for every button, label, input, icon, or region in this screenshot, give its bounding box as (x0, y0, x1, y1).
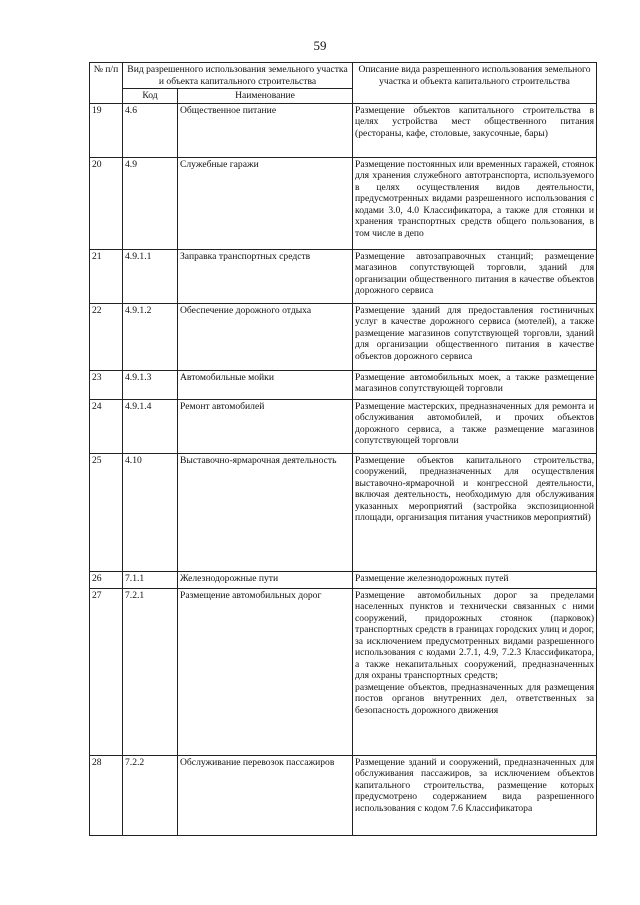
page-number: 59 (313, 38, 327, 53)
row-description (353, 249, 597, 303)
row-code: 4.9.1.2 (123, 303, 178, 370)
row-description (353, 588, 597, 755)
row-code: 4.9.1.3 (123, 370, 178, 399)
row-name: Общественное питание (178, 103, 353, 157)
table-row (90, 571, 597, 588)
description-paragraph: Размещение автомобильных дорог за пределами населенных пунктов и технически связанных с ними сооружений, придорожных стоянок (парковок) транспортных средств в границах городских улиц и дорог, за исключением предусмотренных видами разрешенного использования с кодами 2.7.1, 4.9, 7.2.3 Классификатора, а также некапитальных сооружений, предназначенных для охраны транспортных средств; (355, 589, 595, 681)
row-description (353, 370, 597, 399)
row-code: 4.10 (123, 453, 178, 571)
row-description (353, 103, 597, 157)
row-number: 24 (90, 399, 123, 453)
description-paragraph: Размещение мастерских, предназначенных для ремонта и обслуживания автомобилей, и прочих объектов дорожного сервиса, а также размещение магазинов сопутствующей торговли (355, 400, 595, 446)
row-number: 28 (90, 755, 123, 835)
row-name: Ремонт автомобилей (178, 399, 353, 453)
row-code: 7.2.1 (123, 588, 178, 755)
row-number: 23 (90, 370, 123, 399)
table-body (90, 103, 597, 835)
row-name: Обслуживание перевозок пассажиров (178, 755, 353, 835)
row-name: Выставочно-ярмарочная деятельность (178, 453, 353, 571)
row-number: 27 (90, 588, 123, 755)
row-description (353, 571, 597, 588)
header-group-left: Вид разрешенного использования земельного участка и объекта капитального строительства (123, 63, 353, 89)
row-code: 4.9.1.4 (123, 399, 178, 453)
row-number: 22 (90, 303, 123, 370)
row-code: 7.1.1 (123, 571, 178, 588)
row-number: 21 (90, 249, 123, 303)
row-code: 7.2.2 (123, 755, 178, 835)
header-code: Код (123, 89, 178, 104)
table-row (90, 103, 597, 157)
table-row (90, 399, 597, 453)
table-row (90, 303, 597, 370)
row-number: 19 (90, 103, 123, 157)
row-name: Обеспечение дорожного отдыха (178, 303, 353, 370)
row-code: 4.9.1.1 (123, 249, 178, 303)
description-paragraph: Размещение автозаправочных станций; размещение магазинов сопутствующей торговли, зданий для организации общественного питания в качестве объектов дорожного сервиса (355, 250, 595, 296)
description-paragraph: Размещение автомобильных моек, а также размещение магазинов сопутствующей торговли (355, 371, 595, 394)
header-name: Наименование (178, 89, 353, 104)
table-row (90, 249, 597, 303)
header-row (90, 63, 597, 89)
row-number: 20 (90, 157, 123, 249)
row-name: Служебные гаражи (178, 157, 353, 249)
table-row (90, 755, 597, 835)
row-description (353, 399, 597, 453)
row-description (353, 157, 597, 249)
description-paragraph: размещение объектов, предназначенных для размещения постов органов внутренних дел, ответственных за безопасность дорожного движения (355, 681, 595, 716)
table-row (90, 157, 597, 249)
row-code: 4.6 (123, 103, 178, 157)
row-number: 26 (90, 571, 123, 588)
row-description (353, 303, 597, 370)
row-number: 25 (90, 453, 123, 571)
row-name: Размещение автомобильных дорог (178, 588, 353, 755)
land-use-table (89, 62, 597, 836)
description-paragraph: Размещение постоянных или временных гаражей, стоянок для хранения служебного автотранспорта, используемого в целях осуществления видов деятельности, предусмотренных видами разрешенного использования с кодами 3.0, 4.0 Классификатора, а также для стоянки и хранения транспортных средств общего пользования, в том числе в депо (355, 158, 595, 239)
description-paragraph: Размещение объектов капитального строительства в целях устройства мест общественного питания (рестораны, кафе, столовые, закусочные, бары) (355, 104, 595, 139)
row-name: Автомобильные мойки (178, 370, 353, 399)
row-code: 4.9 (123, 157, 178, 249)
description-paragraph: Размещение объектов капитального строительства, сооружений, предназначенных для осуществления выставочно-ярмарочной и конгрессной деятельности, включая деятельность, необходимую для обслуживания указанных мероприятий (застройка экспозиционной площади, организация питания участников мероприятий) (355, 454, 595, 523)
row-description (353, 755, 597, 835)
header-desc: Описание вида разрешенного использования земельного участка и объекта капитального строительства (353, 63, 597, 104)
table-row (90, 370, 597, 399)
row-description (353, 453, 597, 571)
row-name: Заправка транспортных средств (178, 249, 353, 303)
row-name: Железнодорожные пути (178, 571, 353, 588)
description-paragraph: Размещение зданий для предоставления гостиничных услуг в качестве дорожного сервиса (мотелей), а также размещение магазинов сопутствующей торговли, зданий для организации общественного питания в качестве объектов дорожного сервиса (355, 304, 595, 362)
header-num: № п/п (90, 63, 123, 104)
table-row (90, 453, 597, 571)
description-paragraph: Размещение железнодорожных путей (355, 572, 509, 584)
description-paragraph: Размещение зданий и сооружений, предназначенных для обслуживания пассажиров, за исключением объектов капитального строительства, размещение которых предусмотрено содержанием вида разрешенного использования с кодом 7.6 Классификатора (355, 756, 595, 814)
table-row (90, 588, 597, 755)
